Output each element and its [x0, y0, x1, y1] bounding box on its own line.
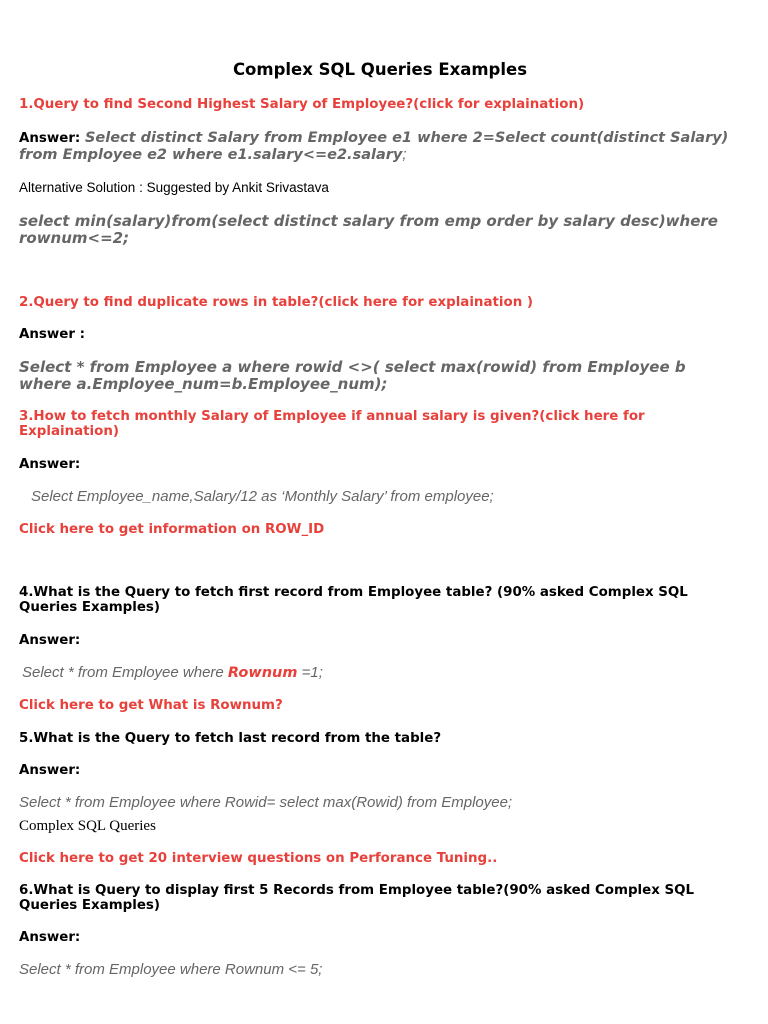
answer-6-label: Answer:: [19, 930, 81, 945]
question-2-link[interactable]: 2.Query to find duplicate rows in table?(click here for explaination ): [19, 295, 534, 310]
answer-5-label: Answer:: [19, 763, 81, 778]
alternative-solution-code-line-1: select min(salary)from(select distinct salary from emp order by salary desc)where: [19, 212, 718, 230]
question-6-line-1: 6.What is Query to display first 5 Records from Employee table?(90% asked Complex SQL: [19, 883, 695, 898]
complex-sql-caption: Complex SQL Queries: [19, 818, 156, 834]
question-5: 5.What is the Query to fetch last record from the table?: [19, 731, 442, 746]
answer-2-code-line-2: where a.Employee_num=b.Employee_num);: [19, 375, 388, 393]
performance-tuning-link[interactable]: Click here to get 20 interview questions on Perforance Tuning..: [19, 851, 498, 866]
answer-4-code-suffix: =1;: [297, 664, 323, 681]
answer-1-code-semicolon: ;: [402, 146, 407, 163]
what-is-rownum-link[interactable]: Click here to get What is Rownum?: [19, 698, 283, 713]
answer-4-label: Answer:: [19, 633, 81, 648]
answer-2-label: Answer :: [19, 327, 85, 342]
alternative-solution-label: Alternative Solution : Suggested by Ankit Srivastava: [19, 180, 329, 195]
rownum-link[interactable]: Rownum: [227, 665, 298, 681]
question-4-line-1: 4.What is the Query to fetch first record from Employee table? (90% asked Complex SQL: [19, 585, 688, 600]
alternative-solution-code-line-2: rownum<=2;: [19, 229, 130, 247]
page-title: Complex SQL Queries Examples: [232, 60, 528, 79]
question-4-line-2: Queries Examples): [19, 600, 161, 615]
answer-1-code-part-1: Select distinct Salary from Employee e1 where 2=Select count(distinct Salary): [84, 130, 729, 146]
answer-2-code-line-1: Select * from Employee a where rowid <>( select max(rowid) from Employee b: [19, 358, 686, 376]
answer-1-label: Answer:: [19, 131, 85, 146]
question-3-link-line-2[interactable]: Explaination): [19, 424, 119, 439]
answer-1-line-2: [19, 146, 407, 164]
answer-1-code-part-2: from Employee e2 where e1.salary<=e2.salary: [19, 147, 403, 163]
row-id-info-link[interactable]: Click here to get information on ROW_ID: [19, 522, 325, 537]
answer-4-code-prefix: Select * from Employee where: [22, 664, 228, 681]
answer-1-line-1: [19, 129, 728, 147]
answer-3-label: Answer:: [19, 457, 81, 472]
answer-6-code: Select * from Employee where Rownum <= 5;: [19, 961, 323, 978]
question-1-link[interactable]: 1.Query to find Second Highest Salary of Employee?(click for explaination): [19, 97, 585, 112]
question-6-line-2: Queries Examples): [19, 898, 161, 913]
answer-5-code: Select * from Employee where Rowid= select max(Rowid) from Employee;: [19, 794, 513, 811]
answer-4-code: [22, 664, 323, 682]
answer-3-code: Select Employee_name,Salary/12 as ‘Monthly Salary’ from employee;: [31, 488, 494, 505]
question-3-link-line-1[interactable]: 3.How to fetch monthly Salary of Employee if annual salary is given?(click here for: [19, 409, 645, 424]
